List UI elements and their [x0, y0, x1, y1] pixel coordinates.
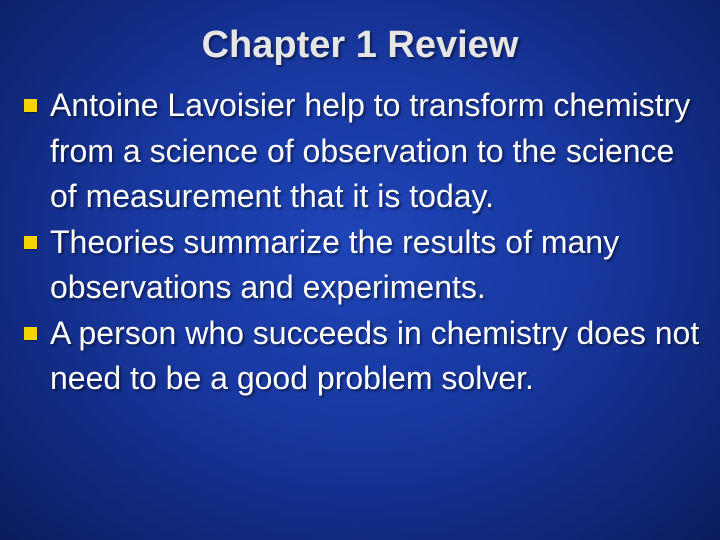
bullet-text: A person who succeeds in chemistry does not need to be a good problem solver.: [50, 314, 700, 396]
square-bullet-icon: [24, 327, 37, 340]
bullet-list: [18, 83, 708, 402]
slide-title: Chapter 1 Review: [201, 24, 519, 66]
bullet-item: [18, 220, 708, 311]
bullet-item: [18, 83, 708, 220]
bullet-text: Antoine Lavoisier help to transform chemistry from a science of observation to the science of measurement that it is today.: [50, 87, 691, 214]
bullet-text: Theories summarize the results of many observations and experiments.: [50, 223, 620, 305]
square-bullet-icon: [24, 236, 37, 249]
square-bullet-icon: [24, 99, 37, 112]
bullet-item: [18, 311, 708, 402]
